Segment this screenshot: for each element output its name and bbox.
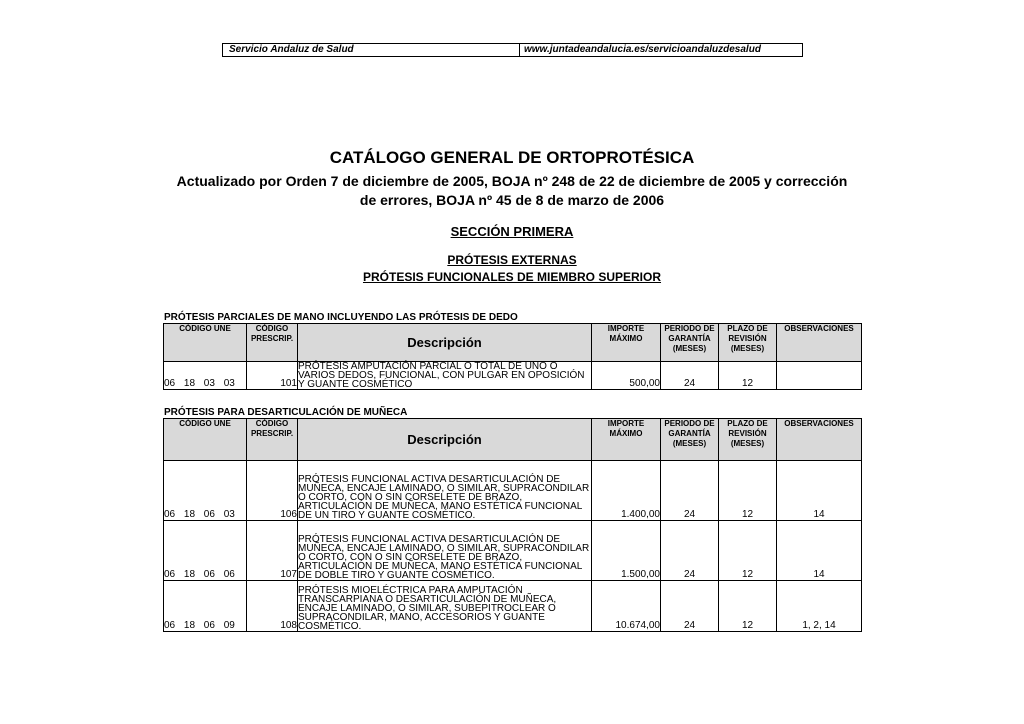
cell-revision: 12 (719, 521, 777, 581)
header-organization: Servicio Andaluz de Salud (223, 44, 520, 56)
cell-descripcion: PRÓTESIS FUNCIONAL ACTIVA DESARTICULACIÓN DE MUÑECA, ENCAJE LAMINADO, O SIMILAR, SUPRACONDILAR O CORTO, CON O SIN CORSELETE DE BRAZO, ARTICULACIÓN DE MUÑECA, MANO ESTÉTICA FUNCIONAL DE UN TIRO Y GUANTE COSMÉTICO. (298, 461, 592, 521)
cell-descripcion: PRÓTESIS AMPUTACIÓN PARCIAL O TOTAL DE UNO O VARIOS DEDOS, FUNCIONAL, CON PULGAR EN OPOSICIÓN Y GUANTE COSMÉTICO (298, 362, 592, 390)
subtitle-line-1: Actualizado por Orden 7 de diciembre de 2005, BOJA nº 248 de 22 de diciembre de 2005 y corrección (176, 173, 848, 189)
section-heading: SECCIÓN PRIMERA (450, 224, 574, 239)
cell-observaciones: 14 (777, 521, 862, 581)
cell-observaciones (777, 362, 862, 390)
cell-revision: 12 (719, 581, 777, 632)
col-header-descripcion: Descripción (298, 419, 592, 461)
cell-garantia: 24 (661, 521, 719, 581)
table-row (164, 461, 862, 521)
catalog-table (163, 418, 862, 632)
col-header-codigo-prescrip: CÓDIGO PRESCRIP. (247, 419, 298, 461)
table-header-row (164, 419, 862, 461)
page-header (222, 43, 803, 57)
col-header-observaciones: OBSERVACIONES (777, 419, 862, 461)
cell-codigo-une: 06 18 06 03 (164, 461, 247, 521)
col-header-revision: PLAZO DE REVISIÓN (MESES) (719, 324, 777, 362)
table-section-title: PRÓTESIS PARA DESARTICULACIÓN DE MUÑECA (164, 407, 408, 418)
table-section-title: PRÓTESIS PARCIALES DE MANO INCLUYENDO LAS PRÓTESIS DE DEDO (164, 312, 518, 323)
col-header-garantia: PERIODO DE GARANTÍA (MESES) (661, 324, 719, 362)
col-header-observaciones: OBSERVACIONES (777, 324, 862, 362)
col-header-importe: IMPORTE MÁXIMO (592, 324, 661, 362)
catalog-table (163, 323, 862, 390)
table-row (164, 362, 862, 390)
category-title: PRÓTESIS EXTERNAS (447, 253, 577, 267)
cell-codigo-une: 06 18 06 09 (164, 581, 247, 632)
table-row (164, 521, 862, 581)
cell-revision: 12 (719, 461, 777, 521)
cell-observaciones: 14 (777, 461, 862, 521)
document-subtitle (0, 172, 1024, 210)
cell-importe: 10.674,00 (592, 581, 661, 632)
cell-importe: 1.500,00 (592, 521, 661, 581)
col-header-codigo-prescrip: CÓDIGO PRESCRIP. (247, 324, 298, 362)
cell-codigo-prescrip: 101 (247, 362, 298, 390)
cell-codigo-une: 06 18 06 06 (164, 521, 247, 581)
col-header-garantia: PERIODO DE GARANTÍA (MESES) (661, 419, 719, 461)
col-header-codigo-une: CÓDIGO UNE (164, 324, 247, 362)
cell-codigo-une: 06 18 03 03 (164, 362, 247, 390)
cell-importe: 1.400,00 (592, 461, 661, 521)
cell-garantia: 24 (661, 461, 719, 521)
cell-codigo-prescrip: 106 (247, 461, 298, 521)
subtitle-line-2: de errores, BOJA nº 45 de 8 de marzo de 2006 (359, 192, 665, 208)
cell-codigo-prescrip: 107 (247, 521, 298, 581)
cell-revision: 12 (719, 362, 777, 390)
col-header-importe: IMPORTE MÁXIMO (592, 419, 661, 461)
cell-descripcion: PRÓTESIS FUNCIONAL ACTIVA DESARTICULACIÓN DE MUÑECA, ENCAJE LAMINADO, O SIMILAR, SUPRACONDILAR O CORTO, CON O SIN CORSELETE DE BRAZO, ARTICULACIÓN DE MUÑECA, MANO ESTÉTICA FUNCIONAL DE DOBLE TIRO Y GUANTE COSMÉTICO. (298, 521, 592, 581)
col-header-codigo-une: CÓDIGO UNE (164, 419, 247, 461)
col-header-descripcion: Descripción (298, 324, 592, 362)
cell-importe: 500,00 (592, 362, 661, 390)
cell-descripcion: PRÓTESIS MIOELÉCTRICA PARA AMPUTACIÓN TRANSCARPIANA O DESARTICULACIÓN DE MUÑECA, ENCAJE LAMINADO, O SIMILAR, SUBEPITROCLEAR O SUPRACONDILAR, MANO, ACCESORIOS Y GUANTE COSMÉTICO. (298, 581, 592, 632)
cell-observaciones: 1, 2, 14 (777, 581, 862, 632)
col-header-revision: PLAZO DE REVISIÓN (MESES) (719, 419, 777, 461)
cell-garantia: 24 (661, 581, 719, 632)
subcategory-title: PRÓTESIS FUNCIONALES DE MIEMBRO SUPERIOR (362, 270, 662, 284)
cell-garantia: 24 (661, 362, 719, 390)
cell-codigo-prescrip: 108 (247, 581, 298, 632)
category-heading (0, 252, 1024, 286)
document-title: CATÁLOGO GENERAL DE ORTOPROTÉSICA (329, 148, 695, 167)
table-row (164, 581, 862, 632)
header-website[interactable]: www.juntadeandalucia.es/servicioandaluzdesalud (524, 44, 761, 55)
table-header-row (164, 324, 862, 362)
